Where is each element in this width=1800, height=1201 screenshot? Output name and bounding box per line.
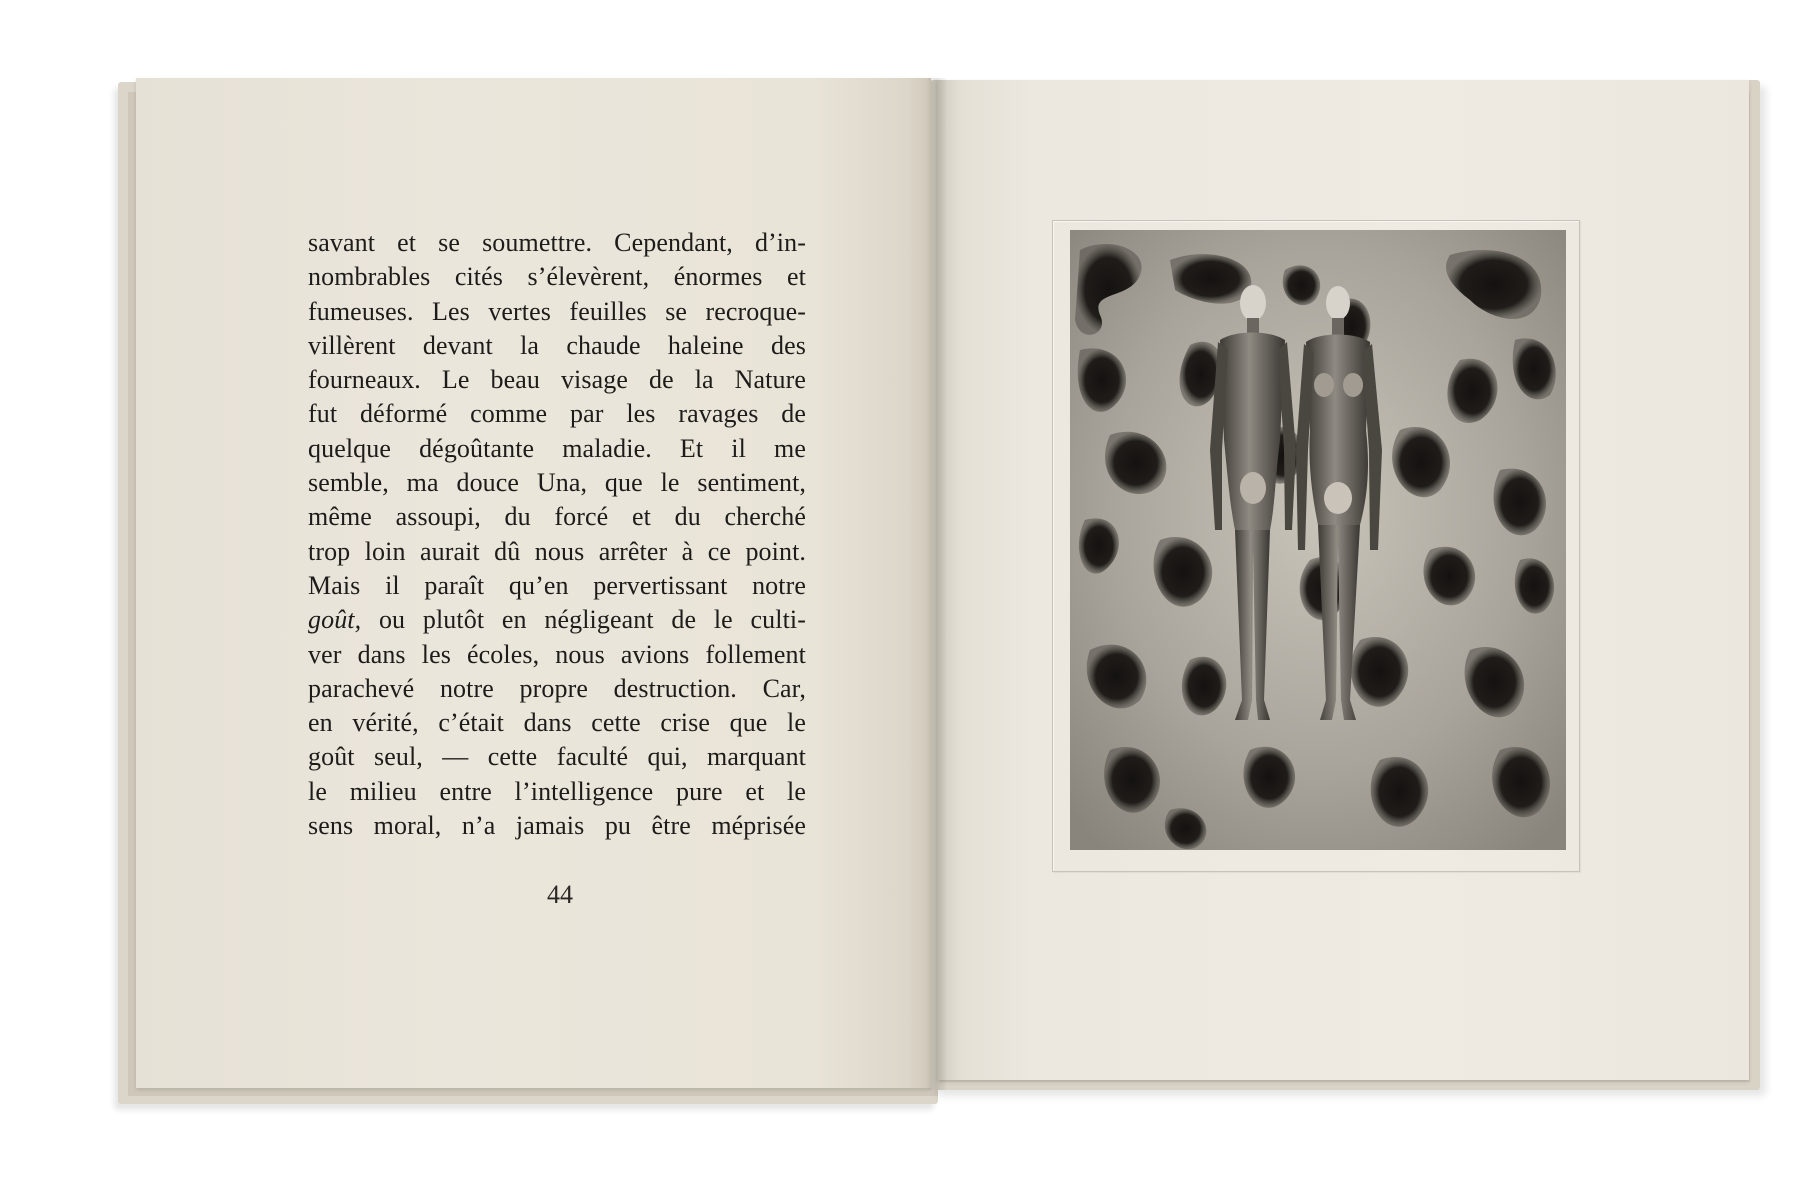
text-line: semble, ma douce Una, que le sentiment, <box>308 468 806 498</box>
text-line: trop loin aurait dû nous arrêter à ce point. <box>308 536 806 566</box>
text-line: parachevé notre propre destruction. Car, <box>308 673 806 703</box>
text-line: savant et se soumettre. Cependant, d’in- <box>308 228 806 257</box>
italic-word: goût, <box>308 605 362 635</box>
text-line: en vérité, c’était dans cette crise que le <box>308 708 806 738</box>
text-line: sens moral, n’a jamais pu être méprisée <box>308 811 806 841</box>
text-line: nombrables cités s’élevèrent, énormes et <box>308 262 806 292</box>
text-line: villèrent devant la chaude haleine des <box>308 330 806 360</box>
text-line: quelque dégoûtante maladie. Et il me <box>308 433 806 463</box>
text-line-with-italic <box>308 603 806 637</box>
book-gutter <box>926 78 946 1090</box>
text-line-rest: ou plutôt en négligeant de le culti- <box>361 605 806 635</box>
etching-illustration <box>1070 230 1566 850</box>
page-number: 44 <box>547 880 573 909</box>
left-page-text-block <box>308 226 806 843</box>
text-line: goût seul, — cette faculté qui, marquant <box>308 742 806 772</box>
text-line: fut déformé comme par les ravages de <box>308 399 806 429</box>
text-line: fumeuses. Les vertes feuilles se recroque- <box>308 296 806 326</box>
etching-illustration-svg <box>1070 230 1566 850</box>
text-line: ver dans les écoles, nous avions follement <box>308 639 806 669</box>
text-line: fourneaux. Le beau visage de la Nature <box>308 365 806 395</box>
text-line: le milieu entre l’intelligence pure et le <box>308 776 806 806</box>
text-line: même assoupi, du forcé et du cherché <box>308 502 806 532</box>
text-line: Mais il paraît qu’en pervertissant notre <box>308 570 806 600</box>
